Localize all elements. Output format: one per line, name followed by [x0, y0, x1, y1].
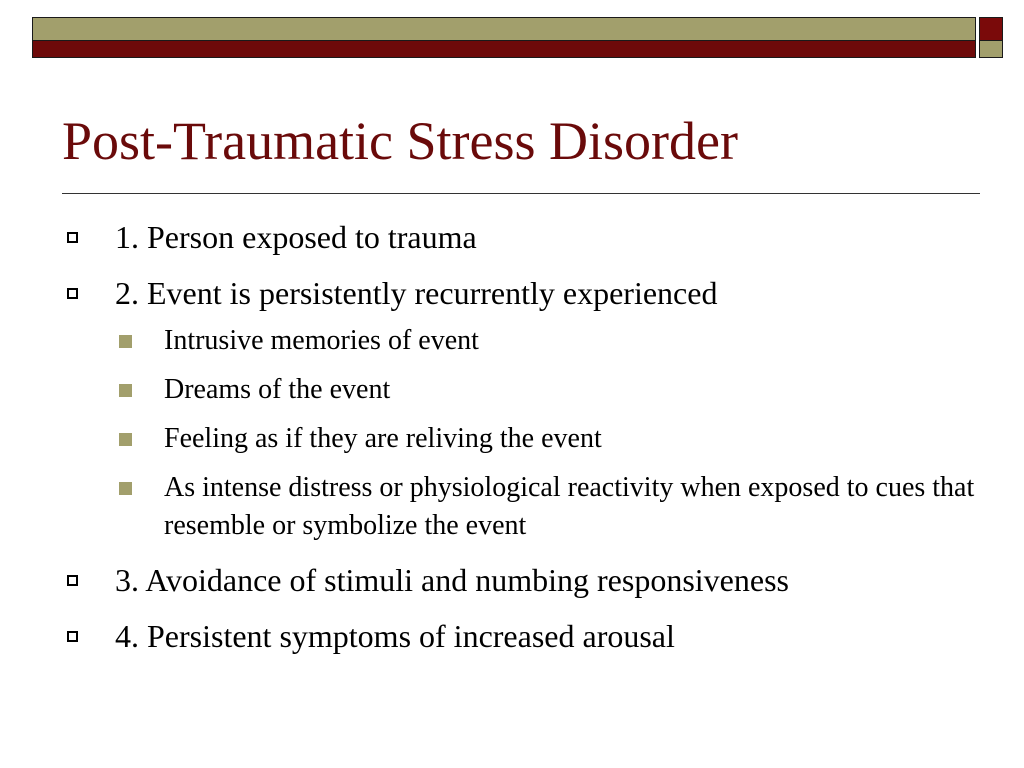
- sub-bullet-item: [62, 469, 1002, 545]
- sub-bullet-text: Feeling as if they are reliving the event: [164, 423, 602, 454]
- hollow-square-icon: [67, 288, 78, 299]
- hollow-square-icon: [67, 631, 78, 642]
- sub-bullet-text: As intense distress or physiological reactivity when exposed to cues that resemble or symbolize the event: [164, 472, 975, 541]
- sub-bullet-item: [62, 420, 1002, 458]
- bullet-item: [62, 613, 1002, 659]
- slide-title: Post-Traumatic Stress Disorder: [62, 111, 738, 171]
- filled-square-icon: [119, 482, 132, 495]
- filled-square-icon: [119, 335, 132, 348]
- bullet-text: 4. Persistent symptoms of increased arousal: [115, 618, 675, 654]
- header-banner-maroon: [32, 41, 976, 58]
- filled-square-icon: [119, 433, 132, 446]
- sub-bullet-text: Dreams of the event: [164, 374, 391, 405]
- bullet-text: 1. Person exposed to trauma: [115, 219, 477, 255]
- sub-bullet-item: [62, 371, 1002, 409]
- bullet-item: [62, 270, 1002, 316]
- sub-bullet-text: Intrusive memories of event: [164, 325, 479, 356]
- filled-square-icon: [119, 384, 132, 397]
- header-banner-olive: [32, 17, 976, 41]
- title-divider: [62, 193, 980, 194]
- hollow-square-icon: [67, 575, 78, 586]
- bullet-list: [62, 214, 1002, 669]
- bullet-text: 2. Event is persistently recurrently experienced: [115, 275, 718, 311]
- corner-block-maroon: [979, 17, 1003, 41]
- sub-bullet-list: [62, 322, 1002, 545]
- bullet-item: [62, 214, 1002, 260]
- hollow-square-icon: [67, 232, 78, 243]
- bullet-text: 3. Avoidance of stimuli and numbing responsiveness: [115, 562, 789, 598]
- corner-block-olive: [979, 41, 1003, 58]
- sub-bullet-item: [62, 322, 1002, 360]
- bullet-item: [62, 557, 1002, 603]
